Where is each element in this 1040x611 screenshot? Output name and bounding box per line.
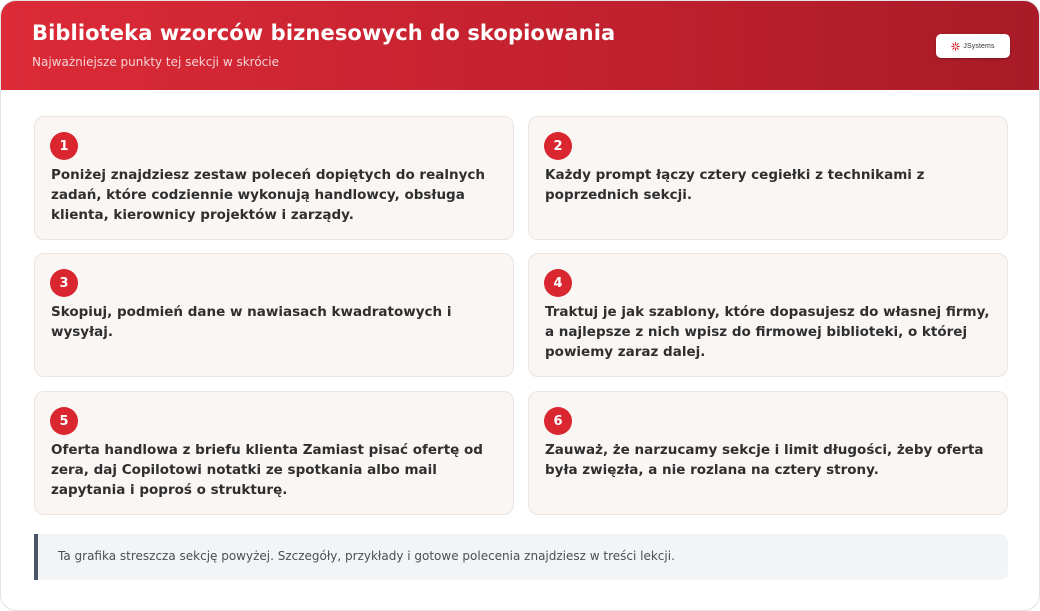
card-number-badge: 4 [544,269,572,297]
card-text: Skopiuj, podmień dane w nawiasach kwadratowych i wysyłaj. [51,304,452,340]
summary-card-5 [34,391,514,515]
logo-burst-icon [951,42,960,51]
card-text: Zauważ, że narzucamy sekcje i limit długości, żeby oferta była zwięzła, a nie rozlana na cztery strony. [545,442,984,478]
summary-card-4 [528,253,1008,377]
page-subtitle: Najważniejsze punkty tej sekcji w skrócie [32,55,279,69]
jsystems-logo [936,34,1010,58]
summary-card-6 [528,391,1008,515]
card-text: Oferta handlowa z briefu klienta Zamiast pisać ofertę od zera, daj Copilotowi notatki ze spotkania albo mail zapytania i poproś o strukturę. [51,442,483,498]
card-text: Traktuj je jak szablony, które dopasujesz do własnej firmy, a najlepsze z nich wpisz do firmowej biblioteki, o której powiemy zaraz dalej. [545,304,990,360]
summary-card-3 [34,253,514,377]
card-number-badge: 3 [50,269,78,297]
page-title: Biblioteka wzorców biznesowych do skopiowania [32,21,616,45]
card-text: Każdy prompt łączy cztery cegiełki z technikami z poprzednich sekcji. [545,167,925,203]
card-number-badge: 6 [544,407,572,435]
logo-text: JSystems [963,42,995,50]
card-text: Poniżej znajdziesz zestaw poleceń dopiętych do realnych zadań, które codziennie wykonują handlowcy, obsługa klienta, kierownicy projektów i zarządy. [51,167,485,223]
card-number-badge: 2 [544,132,572,160]
note-text: Ta grafika streszcza sekcję powyżej. Szczegóły, przykłady i gotowe polecenia znajdziesz w treści lekcji. [58,549,675,563]
card-number-badge: 5 [50,407,78,435]
header-banner [1,1,1040,90]
summary-card-2 [528,116,1008,240]
summary-note [34,534,1008,580]
summary-card-1 [34,116,514,240]
card-number-badge: 1 [50,132,78,160]
